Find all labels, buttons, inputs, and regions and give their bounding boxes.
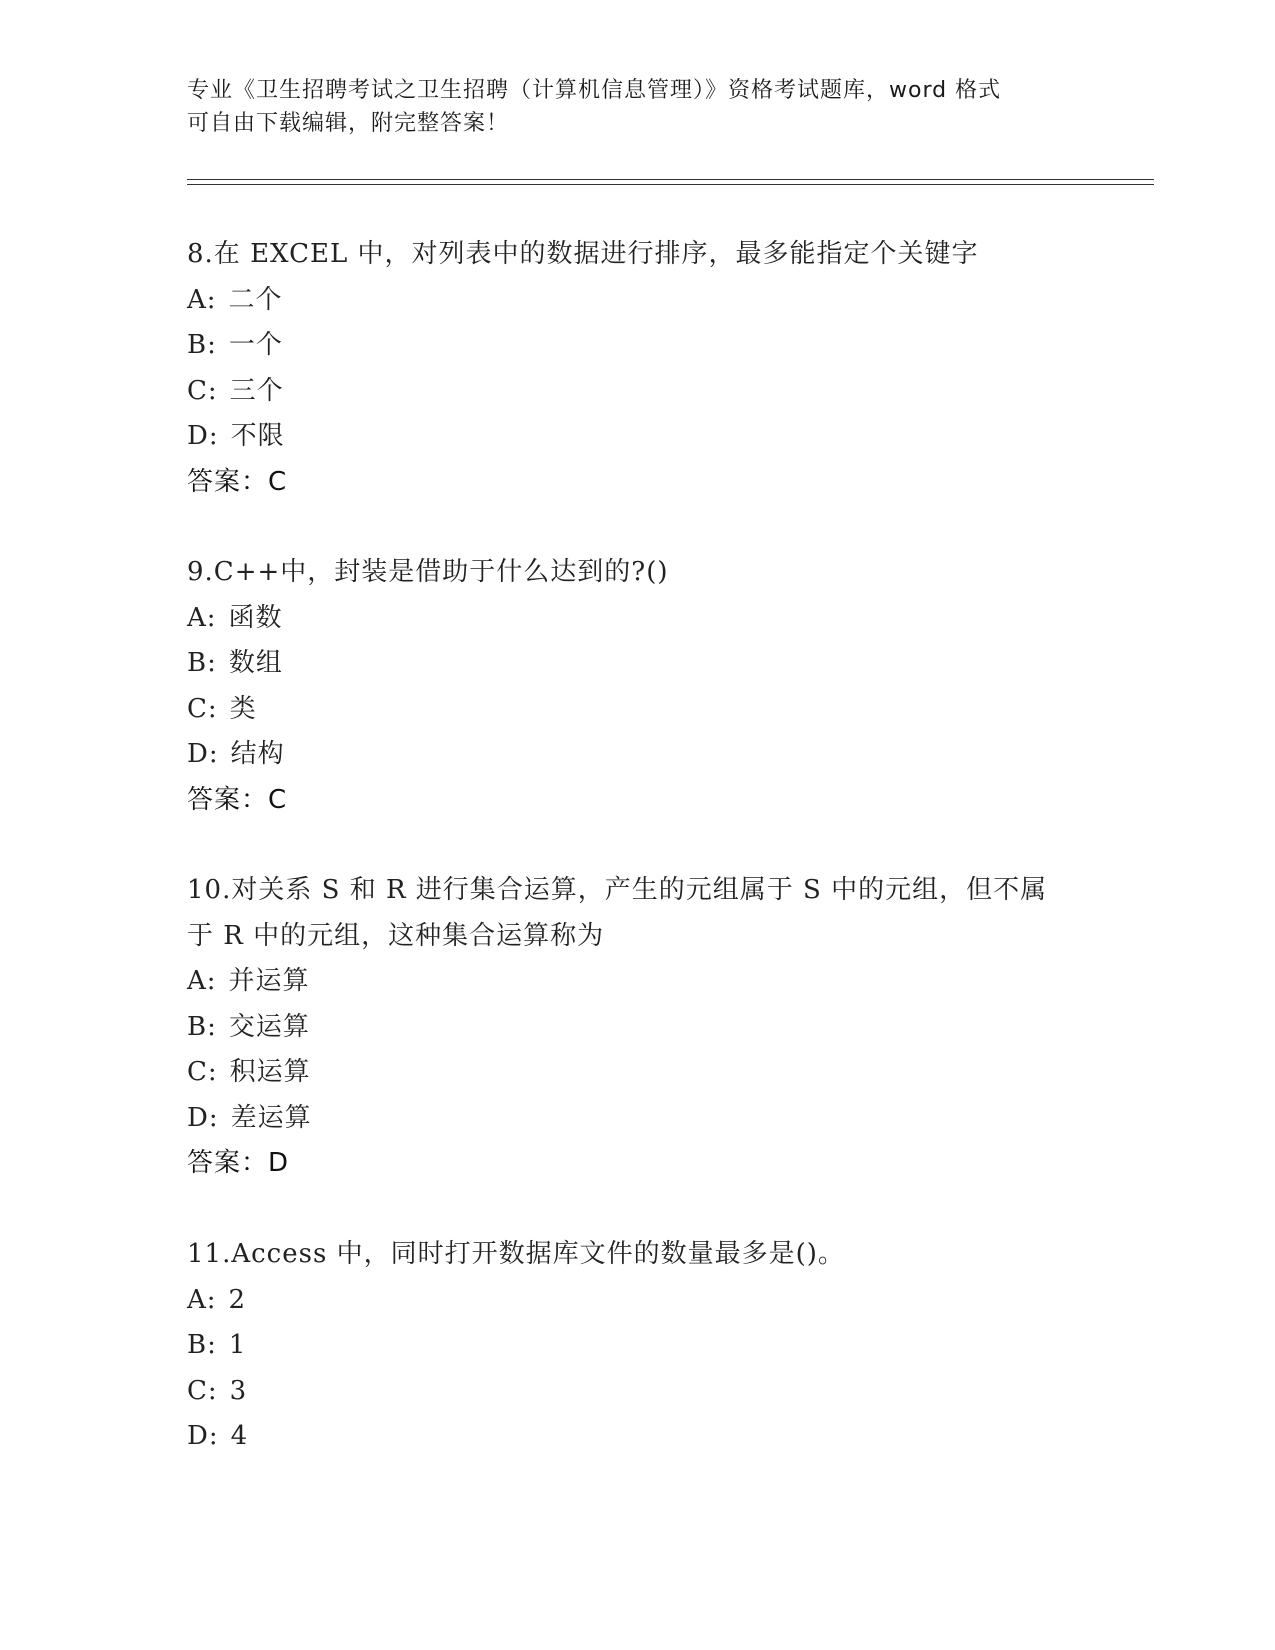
option-key: A: [187, 602, 207, 633]
answer-label: 答案：: [187, 466, 269, 497]
option-c: [187, 687, 1087, 733]
option-text: 二个: [228, 284, 283, 315]
option-b: [187, 641, 1087, 687]
option-separator: :: [207, 1375, 218, 1406]
option-text: 不限: [230, 421, 285, 451]
question-8: [187, 232, 1087, 505]
answer-value: C: [268, 784, 288, 815]
option-text: 积运算: [229, 1057, 311, 1087]
option-c: [187, 1369, 1087, 1415]
option-a: [187, 1278, 1087, 1324]
option-key: A: [187, 966, 207, 996]
option-d: [187, 414, 1087, 460]
option-a: [187, 596, 1087, 642]
option-key: D: [187, 421, 209, 451]
option-key: B: [187, 330, 208, 360]
option-separator: :: [208, 1102, 219, 1133]
answer-line: [187, 460, 1087, 506]
option-key: D: [187, 1421, 209, 1451]
answer-label: 答案：: [187, 784, 269, 815]
question-stem: 8.在 EXCEL 中，对列表中的数据进行排序，最多能指定个关键字: [187, 239, 979, 269]
header-divider-bottom: [187, 184, 1154, 185]
answer-label: 答案：: [187, 1148, 269, 1178]
option-key: B: [187, 1330, 208, 1360]
option-text: 3: [229, 1375, 248, 1406]
option-key: C: [187, 1375, 208, 1406]
option-text: 类: [229, 693, 257, 724]
question-9: [187, 550, 1087, 823]
option-b: [187, 323, 1087, 369]
question-stem: 11.Access 中，同时打开数据库文件的数量最多是()。: [187, 1239, 845, 1269]
option-key: B: [187, 1011, 208, 1042]
option-separator: :: [206, 284, 217, 315]
option-a: [187, 959, 1087, 1005]
option-a: [187, 278, 1087, 324]
option-text: 函数: [228, 602, 283, 633]
option-separator: :: [208, 739, 219, 769]
option-text: 数组: [228, 648, 283, 678]
option-key: D: [187, 1102, 209, 1133]
option-key: B: [187, 648, 208, 678]
option-text: 4: [230, 1421, 249, 1451]
option-separator: :: [208, 421, 219, 451]
option-key: C: [187, 693, 208, 724]
option-key: C: [187, 375, 208, 406]
option-text: 交运算: [228, 1011, 310, 1042]
option-separator: :: [206, 966, 217, 996]
header-line-2: 可自由下载编辑，附完整答案！: [187, 111, 510, 136]
header-divider-top: [187, 179, 1154, 180]
option-separator: :: [208, 1421, 219, 1451]
question-10: [187, 868, 1087, 1187]
option-d: [187, 1096, 1087, 1142]
option-c: [187, 369, 1087, 415]
header-line-1: 专业《卫生招聘考试之卫生招聘（计算机信息管理）》资格考试题库，word 格式: [187, 78, 1002, 103]
option-key: C: [187, 1057, 208, 1087]
option-separator: :: [207, 1011, 217, 1042]
option-text: 结构: [230, 739, 285, 769]
option-c: [187, 1050, 1087, 1096]
option-text: 差运算: [230, 1102, 312, 1133]
option-text: 1: [228, 1330, 247, 1360]
question-11: [187, 1232, 1087, 1460]
option-text: 2: [228, 1284, 247, 1315]
option-separator: :: [207, 693, 218, 724]
option-separator: :: [207, 330, 217, 360]
option-key: A: [187, 1284, 207, 1315]
answer-value: C: [268, 466, 288, 497]
option-separator: :: [207, 1330, 217, 1360]
option-b: [187, 1005, 1087, 1051]
answer-line: [187, 1141, 1087, 1187]
option-separator: :: [207, 648, 217, 678]
question-stem-line-2: 于 R 中的元组，这种集合运算称为: [187, 920, 605, 951]
option-d: [187, 1414, 1087, 1460]
document-header: [187, 74, 1087, 140]
option-separator: :: [206, 1284, 217, 1315]
question-stem: 9.C++中，封装是借助于什么达到的?(): [187, 557, 669, 587]
option-text: 三个: [229, 375, 284, 406]
option-key: D: [187, 739, 209, 769]
option-text: 并运算: [228, 966, 310, 996]
option-separator: :: [207, 1057, 218, 1087]
option-separator: :: [207, 375, 218, 406]
answer-value: D: [268, 1148, 290, 1178]
question-stem-line-1: 10.对关系 S 和 R 进行集合运算，产生的元组属于 S 中的元组，但不属: [187, 875, 1048, 905]
answer-line: [187, 778, 1087, 824]
option-text: 一个: [228, 330, 283, 360]
option-b: [187, 1323, 1087, 1369]
option-separator: :: [206, 602, 217, 633]
option-key: A: [187, 284, 207, 315]
option-d: [187, 732, 1087, 778]
